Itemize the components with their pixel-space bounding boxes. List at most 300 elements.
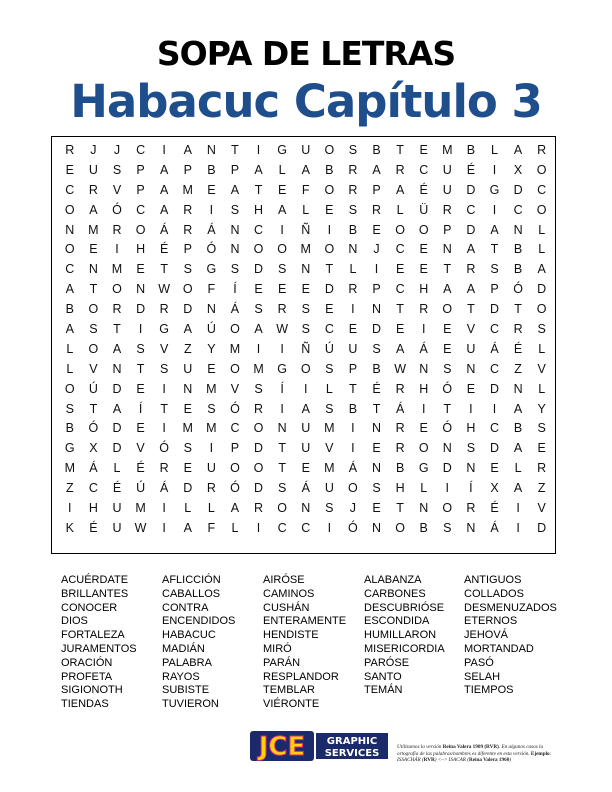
grid-letter: A — [65, 322, 74, 337]
grid-letter: I — [327, 520, 332, 535]
grid-letter: T — [396, 302, 404, 317]
grid-letter: O — [135, 222, 146, 237]
grid-letter: E — [254, 282, 263, 297]
letter-grid — [58, 141, 553, 539]
grid-letter: P — [230, 441, 240, 456]
grid-letter: N — [348, 242, 358, 257]
grid-letter: P — [490, 282, 499, 297]
grid-letter: D — [254, 441, 264, 456]
grid-letter: J — [349, 501, 357, 516]
grid-letter: O — [536, 302, 547, 317]
grid-letter: D — [112, 421, 122, 436]
grid-letter: I — [492, 202, 497, 217]
grid-letter: I — [492, 162, 497, 177]
grid-letter: R — [254, 401, 264, 416]
grid-letter: E — [65, 162, 74, 177]
grid-letter: É — [419, 182, 428, 197]
grid-letter: M — [300, 242, 311, 257]
grid-letter: E — [277, 282, 287, 297]
grid-letter: N — [136, 282, 146, 297]
grid-letter: N — [206, 143, 216, 157]
grid-letter: I — [138, 322, 143, 337]
grid-letter: N — [466, 361, 476, 376]
grid-letter: R — [395, 421, 405, 436]
grid-letter: U — [301, 143, 311, 157]
logo-letters: JCE — [258, 732, 306, 762]
grid-letter: O — [64, 381, 75, 396]
grid-letter: R — [277, 302, 287, 317]
grid-letter: T — [89, 282, 98, 297]
grid-letter: D — [112, 381, 122, 396]
grid-letter: A — [395, 341, 405, 356]
grid-letter: S — [301, 322, 310, 337]
grid-letter: Ó — [348, 520, 358, 535]
grid-letter: Á — [230, 302, 240, 317]
grid-letter: Í — [233, 282, 237, 297]
grid-letter: R — [466, 262, 476, 277]
grid-letter: U — [348, 341, 358, 356]
word-list-item: TIEMPOS — [464, 684, 514, 697]
grid-letter: L — [66, 361, 74, 376]
grid-letter: R — [537, 461, 547, 476]
word-list-item: CAMINOS — [263, 587, 315, 600]
grid-letter: O — [536, 202, 547, 217]
grid-letter: A — [254, 322, 263, 337]
grid-letter: M — [64, 461, 75, 476]
grid-letter: S — [277, 262, 287, 277]
grid-letter: M — [442, 143, 453, 157]
puzzle-title: SOPA DE LETRAS — [156, 34, 456, 73]
grid-letter: M — [111, 262, 123, 277]
grid-letter: C — [65, 262, 75, 277]
word-list-item: ORACIÓN — [61, 656, 113, 669]
grid-letter: C — [65, 182, 75, 197]
grid-letter: S — [301, 302, 310, 317]
grid-letter: H — [88, 501, 98, 516]
grid-letter: Ó — [230, 401, 240, 416]
grid-letter: D — [254, 481, 264, 496]
grid-letter: D — [466, 222, 476, 237]
grid-letter: O — [253, 461, 264, 476]
grid-letter: O — [536, 162, 547, 177]
grid-letter: R — [348, 182, 358, 197]
grid-letter: I — [162, 421, 166, 436]
grid-letter: B — [65, 302, 74, 317]
grid-letter: M — [229, 341, 241, 356]
grid-letter: M — [253, 361, 264, 376]
grid-letter: X — [490, 481, 499, 496]
grid-letter: L — [538, 222, 546, 237]
word-list-item: PASÓ — [464, 656, 494, 669]
grid-letter: Á — [301, 481, 310, 496]
grid-letter: Ú — [206, 322, 216, 337]
grid-letter: B — [65, 421, 74, 436]
grid-letter: S — [537, 421, 546, 436]
grid-letter: Á — [160, 481, 169, 496]
grid-letter: N — [466, 461, 476, 476]
grid-letter: L — [538, 381, 546, 396]
grid-letter: S — [65, 401, 74, 416]
grid-letter: O — [418, 222, 429, 237]
grid-letter: Z — [65, 481, 74, 496]
grid-letter: D — [489, 441, 499, 456]
grid-letter: L — [66, 341, 74, 356]
grid-letter: A — [513, 481, 523, 496]
grid-letter: A — [395, 182, 405, 197]
word-list-item: PROFETA — [61, 670, 113, 683]
word-list-item: ETERNOS — [464, 615, 518, 628]
grid-letter: S — [230, 262, 240, 277]
grid-letter: A — [301, 162, 310, 177]
grid-letter: É — [490, 501, 499, 516]
version-footnote: Utilizamos la versión Reina Valera 1909 (RVR). En algunos casos la ortografía de las palabras/nombres es diferente en esta versión. Ejemplo: ISSACHÁR (RVR) <–> ISACAR (Reina Valera 1960) — [397, 744, 552, 763]
grid-letter: S — [254, 381, 263, 396]
grid-letter: R — [112, 222, 122, 237]
grid-letter: O — [324, 242, 335, 257]
grid-letter: P — [136, 182, 145, 197]
grid-letter: B — [207, 162, 216, 177]
grid-letter: Á — [395, 401, 405, 416]
grid-letter: S — [537, 322, 546, 337]
grid-letter: H — [419, 282, 429, 297]
grid-letter: X — [513, 162, 523, 177]
grid-letter: U — [183, 361, 193, 376]
grid-letter: E — [372, 222, 381, 237]
grid-letter: E — [207, 361, 216, 376]
grid-letter: D — [372, 322, 382, 337]
word-list-item: CABALLOS — [162, 587, 221, 600]
grid-letter: R — [206, 481, 216, 496]
grid-letter: A — [513, 401, 523, 416]
grid-letter: R — [183, 202, 193, 217]
grid-letter: N — [230, 242, 240, 257]
word-column — [364, 574, 464, 712]
grid-letter: W — [276, 322, 289, 337]
grid-letter: D — [136, 302, 146, 317]
grid-letter: A — [183, 520, 192, 535]
grid-letter: I — [351, 302, 355, 317]
grid-letter: S — [136, 341, 145, 356]
grid-letter: S — [443, 520, 452, 535]
grid-letter: G — [418, 461, 429, 476]
grid-letter: P — [136, 162, 145, 177]
grid-letter: E — [136, 262, 145, 277]
grid-letter: T — [372, 401, 381, 416]
grid-letter: R — [466, 501, 476, 516]
grid-letter: E — [325, 302, 334, 317]
grid-letter: U — [112, 501, 122, 516]
grid-letter: Z — [183, 341, 192, 356]
word-list-item: CUSHÁN — [263, 601, 310, 614]
word-list — [61, 574, 564, 712]
word-column — [162, 574, 263, 712]
grid-letter: I — [256, 520, 261, 535]
grid-letter: S — [183, 262, 192, 277]
word-list-item: DESCUBRIÓSE — [364, 601, 445, 614]
grid-letter: I — [374, 262, 379, 277]
word-list-item: TEMBLAR — [263, 684, 315, 697]
grid-letter: D — [513, 182, 523, 197]
grid-letter: Y — [537, 401, 546, 416]
grid-letter: Ó — [442, 381, 453, 396]
grid-letter: S — [207, 401, 216, 416]
grid-letter: Ó — [88, 421, 99, 436]
grid-letter: P — [443, 222, 452, 237]
grid-letter: R — [159, 302, 169, 317]
grid-letter: B — [513, 262, 523, 277]
word-list-item: CONOCER — [61, 601, 118, 614]
word-list-item: TIENDAS — [61, 698, 109, 711]
grid-letter: N — [277, 421, 287, 436]
grid-letter: T — [136, 361, 145, 376]
logo-line-graphic: GRAPHIC — [326, 736, 378, 747]
grid-letter: A — [466, 242, 476, 257]
grid-letter: T — [396, 143, 404, 157]
word-list-item: HUMILLARON — [364, 629, 437, 642]
grid-letter: I — [303, 381, 308, 396]
grid-letter: O — [324, 182, 335, 197]
grid-letter: D — [183, 481, 193, 496]
grid-letter: G — [159, 322, 170, 337]
grid-letter: F — [301, 182, 310, 197]
jce-graphic-services-logo — [250, 727, 390, 763]
word-list-item: RAYOS — [162, 670, 200, 683]
grid-letter: Ú — [324, 341, 334, 356]
grid-letter: H — [395, 481, 405, 496]
grid-letter: N — [301, 501, 311, 516]
grid-letter: O — [395, 520, 405, 535]
grid-letter: O — [64, 202, 75, 217]
grid-letter: C — [537, 182, 547, 197]
grid-letter: K — [65, 520, 74, 535]
grid-letter: G — [277, 143, 287, 157]
grid-letter: C — [136, 202, 146, 217]
grid-letter: N — [419, 361, 429, 376]
grid-letter: B — [466, 143, 476, 157]
grid-letter: T — [89, 401, 98, 416]
grid-letter: W — [158, 282, 171, 297]
grid-letter: G — [277, 361, 287, 376]
grid-letter: É — [466, 162, 476, 177]
grid-letter: A — [89, 202, 98, 217]
grid-letter: A — [537, 262, 546, 277]
grid-letter: I — [162, 381, 166, 396]
word-column — [61, 574, 162, 712]
word-list-item: HENDISTE — [263, 629, 319, 642]
grid-letter: M — [324, 461, 335, 476]
grid-letter: Ü — [419, 202, 429, 217]
grid-letter: B — [419, 520, 428, 535]
grid-letter: N — [372, 520, 382, 535]
grid-letter: C — [301, 520, 311, 535]
grid-letter: D — [442, 461, 452, 476]
logo-line-services: SERVICES — [324, 748, 380, 759]
grid-letter: E — [277, 182, 287, 197]
grid-letter: D — [537, 282, 547, 297]
grid-letter: L — [420, 481, 428, 496]
grid-letter: T — [514, 302, 522, 317]
grid-letter: R — [254, 501, 264, 516]
word-list-item: PALABRA — [162, 656, 212, 669]
grid-letter: O — [182, 282, 193, 297]
grid-letter: P — [372, 282, 381, 297]
grid-letter: J — [113, 143, 121, 157]
grid-letter: A — [513, 441, 523, 456]
word-list-item: AFLICCIÓN — [162, 574, 221, 586]
grid-letter: R — [537, 143, 547, 157]
letter-grid-frame — [51, 136, 556, 554]
word-list-item: SANTO — [364, 670, 402, 683]
grid-letter: O — [253, 242, 264, 257]
word-list-item: TEMÁN — [364, 684, 403, 697]
grid-letter: N — [372, 461, 382, 476]
grid-letter: C — [513, 202, 523, 217]
grid-letter: E — [419, 143, 428, 157]
grid-letter: A — [160, 202, 169, 217]
grid-letter: A — [372, 162, 381, 177]
grid-letter: I — [421, 401, 426, 416]
word-list-item: PARÁN — [263, 656, 301, 669]
word-list-item: MIRÓ — [263, 642, 292, 655]
grid-letter: B — [372, 143, 381, 157]
grid-letter: T — [349, 381, 357, 396]
grid-letter: A — [230, 182, 240, 197]
grid-letter: I — [162, 520, 166, 535]
grid-letter: P — [183, 242, 192, 257]
grid-letter: C — [277, 520, 287, 535]
grid-letter: C — [324, 322, 334, 337]
grid-letter: P — [230, 162, 240, 177]
grid-letter: A — [160, 182, 169, 197]
word-list-item: ENCENDIDOS — [162, 615, 236, 628]
grid-letter: R — [88, 182, 98, 197]
grid-letter: L — [184, 501, 192, 516]
grid-letter: A — [112, 401, 122, 416]
grid-letter: B — [348, 222, 358, 237]
grid-letter: I — [280, 222, 284, 237]
grid-letter: L — [514, 461, 522, 476]
grid-letter: Á — [348, 461, 358, 476]
grid-letter: J — [90, 143, 97, 157]
grid-letter: Á — [490, 520, 499, 535]
grid-letter: M — [182, 182, 193, 197]
grid-letter: P — [183, 162, 192, 177]
grid-letter: I — [280, 401, 284, 416]
grid-letter: I — [280, 341, 284, 356]
word-list-item: MADIÁN — [162, 642, 205, 655]
grid-letter: C — [395, 242, 405, 257]
grid-letter: T — [443, 401, 452, 416]
grid-letter: L — [302, 202, 310, 217]
grid-letter: A — [230, 501, 240, 516]
grid-letter: S — [277, 481, 287, 496]
grid-letter: P — [348, 361, 358, 376]
grid-letter: H — [419, 381, 429, 396]
word-list-item: ANTIGUOS — [464, 574, 522, 586]
grid-letter: D — [183, 302, 193, 317]
grid-letter: R — [372, 202, 382, 217]
grid-letter: E — [490, 461, 499, 476]
grid-letter: A — [443, 282, 452, 297]
grid-letter: U — [324, 481, 334, 496]
grid-letter: R — [395, 381, 405, 396]
grid-letter: S — [230, 202, 240, 217]
grid-letter: Z — [514, 361, 522, 376]
word-list-item: CONTRA — [162, 601, 209, 614]
word-list-item: VIÉRONTE — [263, 698, 320, 711]
grid-letter: T — [278, 461, 286, 476]
grid-letter: A — [254, 162, 263, 177]
grid-letter: B — [395, 461, 405, 476]
grid-letter: L — [349, 262, 357, 277]
grid-letter: E — [395, 322, 405, 337]
grid-letter: Á — [207, 222, 216, 237]
grid-letter: T — [254, 182, 263, 197]
word-list-item: ALABANZA — [364, 574, 422, 586]
grid-letter: V — [112, 182, 122, 197]
word-list-item: ACUÉRDATE — [61, 574, 129, 586]
grid-letter: O — [112, 282, 122, 297]
chapter-subtitle: Habacuc Capítulo 3 — [70, 75, 542, 128]
grid-letter: S — [254, 302, 263, 317]
grid-letter: O — [253, 421, 264, 436]
grid-letter: I — [68, 501, 72, 516]
grid-letter: I — [492, 401, 497, 416]
grid-letter: Ñ — [301, 341, 311, 356]
grid-letter: Í — [280, 381, 284, 396]
word-list-item: SUBISTE — [162, 684, 210, 697]
grid-letter: I — [209, 202, 214, 217]
word-column — [464, 574, 564, 712]
grid-letter: T — [490, 242, 499, 257]
grid-letter: R — [65, 143, 75, 157]
grid-letter: N — [230, 222, 240, 237]
grid-letter: R — [395, 162, 405, 177]
word-list-item: SELAH — [464, 670, 501, 683]
grid-letter: N — [513, 381, 523, 396]
grid-letter: O — [230, 322, 240, 337]
grid-letter: N — [442, 242, 452, 257]
grid-letter: S — [372, 341, 381, 356]
grid-letter: E — [466, 381, 476, 396]
grid-letter: R — [348, 162, 358, 177]
grid-letter: B — [372, 361, 381, 376]
grid-letter: N — [513, 222, 523, 237]
grid-letter: Z — [537, 481, 546, 496]
grid-letter: M — [182, 421, 193, 436]
grid-letter: D — [324, 282, 334, 297]
grid-letter: C — [489, 361, 499, 376]
grid-letter: H — [254, 202, 264, 217]
grid-letter: O — [64, 242, 75, 257]
grid-letter: C — [254, 222, 264, 237]
grid-letter: I — [351, 441, 355, 456]
grid-letter: A — [183, 322, 192, 337]
grid-letter: I — [516, 501, 520, 516]
grid-letter: C — [466, 202, 476, 217]
grid-letter: C — [395, 282, 405, 297]
word-list-item: JURAMENTOS — [61, 642, 137, 655]
grid-letter: T — [278, 441, 286, 456]
word-list-item: FORTALEZA — [61, 629, 125, 642]
grid-letter: U — [442, 162, 452, 177]
grid-letter: V — [466, 322, 476, 337]
grid-letter: A — [301, 401, 310, 416]
grid-letter: O — [88, 341, 99, 356]
grid-letter: O — [277, 242, 287, 257]
grid-letter: U — [88, 162, 98, 177]
grid-letter: É — [160, 242, 169, 257]
